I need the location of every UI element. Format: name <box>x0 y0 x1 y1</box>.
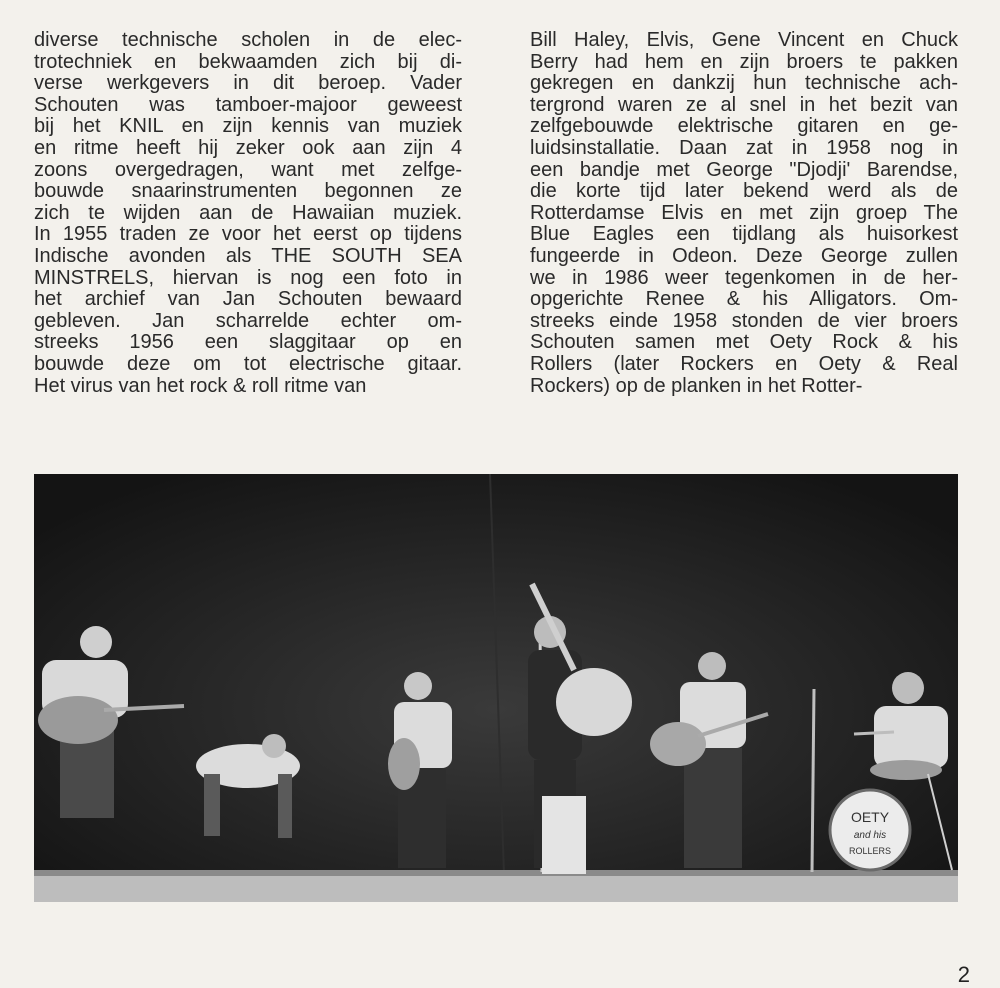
text-line: tergrond waren ze al snel in het bezit van <box>530 93 958 116</box>
band-photo <box>34 474 958 902</box>
drum-text-line3: ROLLERS <box>848 846 892 856</box>
text-line: fungeerde in Odeon. Deze George zullen <box>530 244 958 267</box>
page-number: 2 <box>957 962 970 987</box>
text-line: zich te wijden aan de Hawaiian muziek. <box>34 201 462 224</box>
right-text-column <box>530 30 958 397</box>
text-line: zoons overgedragen, want met zelfge- <box>34 158 462 181</box>
text-line: Het virus van het rock & roll ritme van <box>34 374 367 397</box>
text-line: we in 1986 weer tegenkomen in de her- <box>530 266 958 289</box>
mic-stand-right <box>812 689 814 872</box>
drum-text-line2: and his <box>853 830 887 841</box>
text-line: diverse technische scholen in de elec- <box>34 29 462 51</box>
stage-floor <box>34 874 958 902</box>
text-line: Schouten was tamboer-majoor geweest <box>34 93 462 116</box>
text-line: en ritme heeft hij zeker ook aan zijn 4 <box>34 136 462 159</box>
text-line: Rotterdamse Elvis en met zijn groep The <box>530 201 958 224</box>
text-line: Berry had hem en zijn broers te pakken <box>530 50 958 73</box>
text-line: streeks 1956 een slaggitaar op en <box>34 331 462 354</box>
text-line: Bill Haley, Elvis, Gene Vincent en Chuck <box>530 29 958 51</box>
text-line: bouwde deze om tot electrische gitaar. <box>34 352 462 375</box>
text-line: het archief van Jan Schouten bewaard <box>34 288 462 311</box>
bass-drum <box>830 790 910 870</box>
text-line: een bandje met George "Djodji' Barendse, <box>530 158 958 181</box>
left-text-column <box>34 30 462 397</box>
text-line: gekregen en dankzij hun technische ach- <box>530 72 958 95</box>
text-line: streeks einde 1958 stonden de vier broers <box>530 309 958 332</box>
text-line: luidsinstallatie. Daan zat in 1958 nog in <box>530 136 958 159</box>
text-line: die korte tijd later bekend werd als de <box>530 180 958 203</box>
drum-text-line1: OETY <box>850 809 890 825</box>
text-line: gebleven. Jan scharrelde echter om- <box>34 309 462 332</box>
text-line: zelfgebouwde elektrische gitaren en ge- <box>530 115 958 138</box>
text-line: Blue Eagles een tijdlang als huisorkest <box>530 223 958 246</box>
text-line: Schouten samen met Oety Rock & his <box>530 331 958 354</box>
text-line: In 1955 traden ze voor het eerst op tijdens <box>34 223 462 246</box>
amplifier <box>542 796 586 874</box>
text-line: bouwde snaarinstrumenten begonnen ze <box>34 180 462 203</box>
text-line: bij het KNIL en zijn kennis van muziek <box>34 115 462 138</box>
text-line: Indische avonden als THE SOUTH SEA <box>34 244 462 267</box>
text-line: verse werkgevers in dit beroep. Vader <box>34 72 462 95</box>
text-line: Rollers (later Rockers en Oety & Real <box>530 352 958 375</box>
text-line: trotechniek en bekwaamden zich bij di- <box>34 50 462 73</box>
text-line: Rockers) op de planken in het Rotter- <box>530 374 863 397</box>
text-line: MINSTRELS, hiervan is nog een foto in <box>34 266 462 289</box>
band-photo-illustration <box>34 474 958 902</box>
photo-background <box>34 474 958 902</box>
text-line: opgerichte Renee & his Alligators. Om- <box>530 288 958 311</box>
